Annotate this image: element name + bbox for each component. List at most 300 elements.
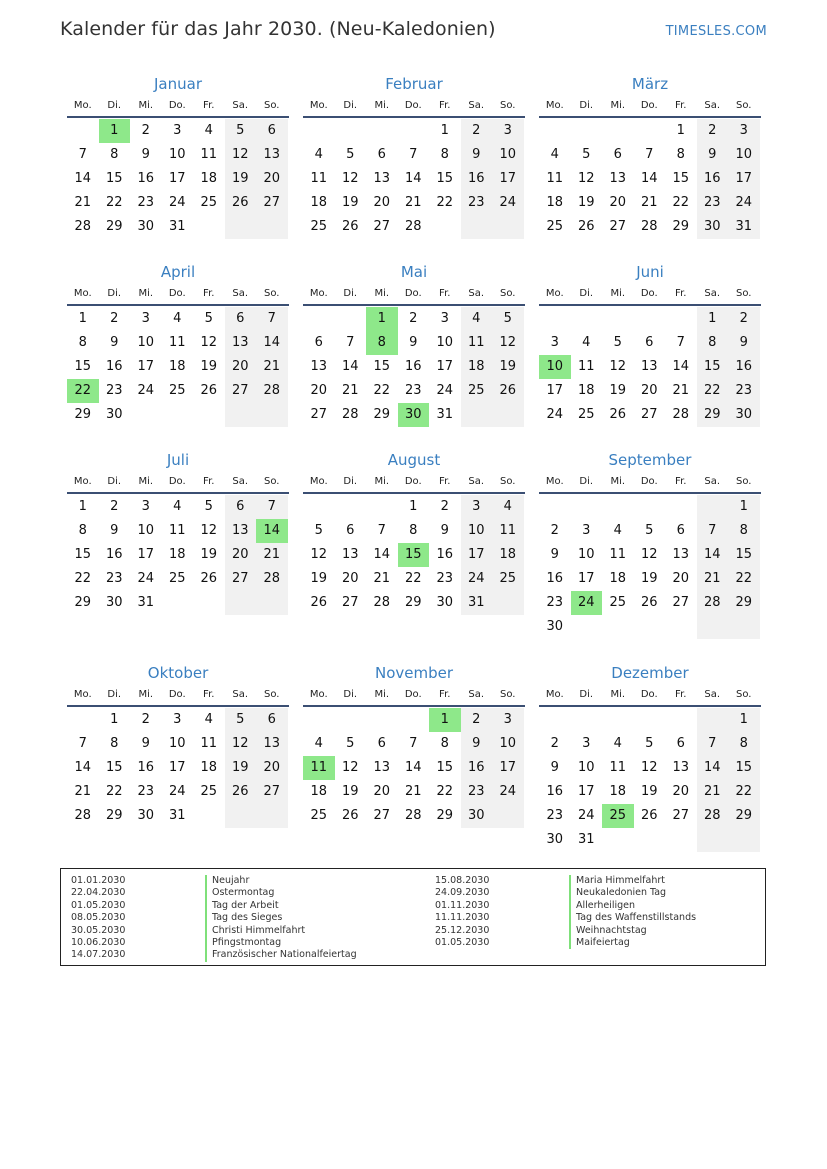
day-grid [67, 708, 289, 828]
weekday-label: Sa. [704, 689, 721, 700]
day-cell: 19 [341, 195, 359, 210]
day-cell: 15 [436, 171, 454, 186]
legend-row [71, 912, 357, 924]
day-cell: 12 [200, 523, 218, 538]
holiday-name: Pfingstmontag [205, 937, 281, 949]
weekday-label: Mi. [610, 288, 626, 299]
holiday-date: 10.06.2030 [71, 936, 126, 948]
day-cell: 17 [137, 547, 155, 562]
day-cell: 9 [141, 736, 150, 751]
day-cell: 19 [640, 571, 658, 586]
weekday-label: Mo. [545, 476, 564, 487]
day-cell: 21 [672, 383, 690, 398]
day-cell: 8 [697, 331, 729, 355]
weekday-label: Di. [107, 476, 122, 487]
day-cell: 16 [697, 167, 729, 191]
day-cell: 30 [105, 407, 123, 422]
empty-cell [571, 119, 603, 143]
day-cell: 9 [110, 335, 119, 350]
month-1 [67, 72, 289, 239]
legend-column-right [435, 875, 696, 949]
empty-cell [602, 307, 634, 331]
weekday-label: Fr. [675, 288, 687, 299]
day-grid [303, 307, 525, 427]
day-cell: 1 [78, 311, 87, 326]
day-cell: 17 [577, 784, 595, 799]
weekday-label: Di. [579, 288, 594, 299]
day-cell: 29 [105, 219, 123, 234]
day-cell: 16 [546, 784, 564, 799]
day-cell: 22 [672, 195, 690, 210]
empty-cell [665, 615, 697, 639]
holiday-day: 1 [429, 708, 461, 732]
month-12 [539, 661, 761, 852]
day-cell: 12 [492, 331, 524, 355]
holiday-day: 22 [67, 379, 99, 403]
day-cell: 6 [377, 147, 386, 162]
weekday-label: Mo. [545, 100, 564, 111]
day-cell: 26 [200, 383, 218, 398]
day-cell: 28 [697, 591, 729, 615]
day-cell: 18 [200, 171, 218, 186]
day-cell: 3 [492, 119, 524, 143]
day-cell: 14 [373, 547, 391, 562]
day-cell: 24 [168, 195, 186, 210]
day-cell: 3 [173, 712, 182, 727]
day-cell: 17 [577, 571, 595, 586]
empty-cell [634, 307, 666, 331]
empty-cell [461, 403, 493, 427]
day-cell: 20 [310, 383, 328, 398]
day-cell: 21 [697, 780, 729, 804]
weekday-header [303, 284, 525, 306]
month-name: September [608, 451, 692, 469]
legend-row [435, 925, 696, 937]
day-cell: 25 [310, 219, 328, 234]
day-cell: 15 [672, 171, 690, 186]
day-cell: 10 [492, 143, 524, 167]
day-cell: 15 [728, 756, 760, 780]
weekday-label: Mo. [73, 689, 92, 700]
day-cell: 23 [546, 808, 564, 823]
empty-cell [398, 119, 430, 143]
holiday-date: 08.05.2030 [71, 912, 126, 924]
day-cell: 4 [461, 307, 493, 331]
weekday-header [303, 96, 525, 118]
weekday-label: So. [500, 288, 516, 299]
empty-cell [303, 708, 335, 732]
day-cell: 14 [74, 760, 92, 775]
day-cell: 12 [577, 171, 595, 186]
day-cell: 26 [492, 379, 524, 403]
month-name: April [160, 263, 196, 281]
day-cell: 17 [728, 167, 760, 191]
empty-cell [665, 495, 697, 519]
day-cell: 21 [404, 195, 422, 210]
day-cell: 14 [256, 331, 288, 355]
day-cell: 5 [613, 335, 622, 350]
weekday-label: Sa. [468, 476, 485, 487]
empty-cell [492, 215, 524, 239]
day-cell: 29 [436, 808, 454, 823]
day-cell: 17 [546, 383, 564, 398]
day-cell: 27 [373, 219, 391, 234]
day-cell: 11 [200, 736, 218, 751]
weekday-label: Mi. [138, 100, 154, 111]
day-cell: 20 [609, 195, 627, 210]
day-cell: 4 [613, 736, 622, 751]
day-cell: 8 [78, 335, 87, 350]
empty-cell [634, 495, 666, 519]
day-cell: 23 [461, 780, 493, 804]
day-cell: 14 [74, 171, 92, 186]
day-cell: 4 [204, 712, 213, 727]
day-cell: 29 [728, 591, 760, 615]
day-cell: 28 [74, 808, 92, 823]
month-2 [303, 72, 525, 239]
empty-cell [303, 119, 335, 143]
day-cell: 5 [582, 147, 591, 162]
day-cell: 4 [492, 495, 524, 519]
day-cell: 6 [225, 495, 257, 519]
day-cell: 9 [461, 143, 493, 167]
day-cell: 29 [105, 808, 123, 823]
site-brand[interactable]: TIMESLES.COM [665, 24, 767, 39]
day-cell: 24 [137, 571, 155, 586]
weekday-label: Mi. [610, 476, 626, 487]
day-cell: 30 [137, 219, 155, 234]
empty-cell [193, 591, 225, 615]
day-cell: 17 [168, 171, 186, 186]
day-cell: 23 [461, 191, 493, 215]
day-cell: 23 [546, 595, 564, 610]
empty-cell [193, 804, 225, 828]
day-cell: 14 [697, 543, 729, 567]
empty-cell [571, 307, 603, 331]
day-cell: 2 [110, 499, 119, 514]
weekday-label: Fr. [675, 476, 687, 487]
day-cell: 4 [582, 335, 591, 350]
legend-row [435, 900, 696, 912]
day-cell: 5 [645, 736, 654, 751]
weekday-label: Fr. [439, 100, 451, 111]
day-cell: 22 [728, 780, 760, 804]
holiday-name: Weihnachtstag [569, 925, 647, 937]
day-cell: 6 [613, 147, 622, 162]
day-cell: 3 [728, 119, 760, 143]
holiday-date: 25.12.2030 [435, 924, 490, 936]
day-cell: 22 [404, 571, 422, 586]
day-cell: 12 [640, 547, 658, 562]
day-cell: 24 [492, 191, 524, 215]
day-cell: 29 [697, 403, 729, 427]
holiday-day: 24 [571, 591, 603, 615]
day-cell: 31 [461, 591, 493, 615]
day-cell: 3 [173, 123, 182, 138]
empty-cell [602, 495, 634, 519]
day-cell: 16 [105, 359, 123, 374]
weekday-label: Do. [640, 476, 658, 487]
empty-cell [193, 215, 225, 239]
empty-cell [225, 215, 257, 239]
day-cell: 15 [436, 760, 454, 775]
day-cell: 23 [105, 571, 123, 586]
day-grid [303, 119, 525, 239]
day-cell: 18 [492, 543, 524, 567]
empty-cell [539, 708, 571, 732]
day-cell: 22 [74, 571, 92, 586]
day-cell: 6 [256, 708, 288, 732]
day-cell: 16 [137, 760, 155, 775]
day-cell: 7 [78, 736, 87, 751]
day-cell: 11 [461, 331, 493, 355]
holiday-date: 30.05.2030 [71, 924, 126, 936]
weekday-label: Sa. [468, 689, 485, 700]
day-cell: 2 [409, 311, 418, 326]
weekday-label: Fr. [203, 288, 215, 299]
empty-cell [303, 495, 335, 519]
day-cell: 31 [436, 407, 454, 422]
day-cell: 6 [377, 736, 386, 751]
month-10 [67, 661, 289, 828]
day-cell: 25 [200, 784, 218, 799]
day-cell: 15 [105, 760, 123, 775]
day-cell: 27 [373, 808, 391, 823]
empty-cell [634, 828, 666, 852]
day-grid [303, 708, 525, 828]
day-cell: 5 [204, 311, 213, 326]
day-cell: 7 [78, 147, 87, 162]
holiday-legend [60, 868, 766, 966]
day-cell: 22 [436, 195, 454, 210]
weekday-label: Sa. [232, 476, 249, 487]
day-cell: 21 [640, 195, 658, 210]
holiday-day: 8 [366, 331, 398, 355]
day-cell: 1 [728, 708, 760, 732]
day-cell: 9 [409, 335, 418, 350]
day-cell: 16 [461, 167, 493, 191]
day-cell: 8 [78, 523, 87, 538]
day-cell: 12 [341, 760, 359, 775]
day-grid [67, 119, 289, 239]
day-cell: 16 [728, 355, 760, 379]
day-cell: 4 [173, 499, 182, 514]
day-cell: 26 [609, 407, 627, 422]
month-name: Januar [154, 75, 202, 93]
legend-column-left [71, 875, 357, 962]
empty-cell [335, 708, 367, 732]
weekday-label: Di. [343, 100, 358, 111]
day-cell: 27 [225, 567, 257, 591]
day-cell: 17 [492, 167, 524, 191]
weekday-label: Mi. [374, 288, 390, 299]
day-grid [539, 708, 761, 852]
weekday-label: Sa. [704, 100, 721, 111]
day-cell: 2 [697, 119, 729, 143]
day-cell: 18 [200, 760, 218, 775]
day-cell: 27 [609, 219, 627, 234]
day-cell: 10 [137, 523, 155, 538]
day-cell: 25 [200, 195, 218, 210]
weekday-label: Fr. [203, 100, 215, 111]
day-cell: 9 [550, 760, 559, 775]
day-cell: 12 [341, 171, 359, 186]
day-cell: 9 [728, 331, 760, 355]
month-name: November [374, 664, 454, 682]
day-cell: 20 [672, 571, 690, 586]
empty-cell [492, 591, 524, 615]
empty-cell [130, 403, 162, 427]
day-cell: 22 [105, 784, 123, 799]
empty-cell [571, 495, 603, 519]
day-cell: 6 [314, 335, 323, 350]
weekday-label: Di. [579, 100, 594, 111]
holiday-day: 25 [602, 804, 634, 828]
day-cell: 9 [461, 732, 493, 756]
day-cell: 5 [645, 523, 654, 538]
holiday-day: 30 [398, 403, 430, 427]
day-cell: 8 [409, 523, 418, 538]
day-cell: 3 [582, 736, 591, 751]
day-cell: 30 [461, 804, 493, 828]
day-cell: 14 [341, 359, 359, 374]
weekday-label: Di. [343, 476, 358, 487]
day-cell: 11 [492, 519, 524, 543]
holiday-day: 15 [398, 543, 430, 567]
day-cell: 2 [141, 712, 150, 727]
month-3 [539, 72, 761, 239]
day-cell: 25 [609, 595, 627, 610]
holiday-day: 1 [366, 307, 398, 331]
weekday-label: Do. [640, 689, 658, 700]
holiday-name: Tag des Waffenstillstands [569, 912, 696, 924]
day-cell: 8 [440, 147, 449, 162]
day-cell: 8 [728, 732, 760, 756]
day-cell: 19 [341, 784, 359, 799]
day-cell: 7 [377, 523, 386, 538]
day-cell: 15 [728, 543, 760, 567]
day-cell: 21 [404, 784, 422, 799]
day-cell: 10 [137, 335, 155, 350]
day-cell: 14 [404, 760, 422, 775]
month-7 [67, 448, 289, 615]
weekday-label: Mi. [610, 100, 626, 111]
day-cell: 24 [546, 407, 564, 422]
day-cell: 2 [728, 307, 760, 331]
legend-row [71, 887, 357, 899]
legend-row [71, 875, 357, 887]
day-cell: 20 [256, 167, 288, 191]
day-cell: 5 [225, 119, 257, 143]
empty-cell [665, 307, 697, 331]
empty-cell [162, 591, 194, 615]
day-cell: 13 [373, 171, 391, 186]
weekday-label: Mo. [545, 689, 564, 700]
day-grid [67, 307, 289, 427]
month-6 [539, 260, 761, 427]
weekday-label: So. [500, 476, 516, 487]
day-cell: 27 [310, 407, 328, 422]
day-cell: 25 [546, 219, 564, 234]
day-cell: 13 [341, 547, 359, 562]
day-cell: 4 [314, 736, 323, 751]
day-cell: 10 [577, 547, 595, 562]
holiday-name: Allerheiligen [569, 900, 635, 912]
empty-cell [461, 215, 493, 239]
day-cell: 12 [225, 732, 257, 756]
day-cell: 19 [200, 547, 218, 562]
empty-cell [697, 708, 729, 732]
weekday-label: Sa. [232, 689, 249, 700]
day-cell: 7 [645, 147, 654, 162]
weekday-label: Sa. [704, 476, 721, 487]
day-cell: 12 [200, 335, 218, 350]
weekday-label: Sa. [232, 288, 249, 299]
holiday-name: Neujahr [205, 875, 249, 887]
weekday-label: Mi. [374, 689, 390, 700]
day-cell: 31 [577, 832, 595, 847]
legend-row [435, 937, 696, 949]
day-cell: 11 [168, 523, 186, 538]
day-cell: 28 [256, 567, 288, 591]
empty-cell [697, 828, 729, 852]
day-cell: 11 [200, 147, 218, 162]
day-cell: 23 [436, 571, 454, 586]
day-cell: 29 [404, 595, 422, 610]
day-cell: 31 [728, 215, 760, 239]
weekday-header [539, 472, 761, 494]
day-cell: 11 [310, 171, 328, 186]
day-cell: 20 [225, 543, 257, 567]
day-cell: 27 [672, 595, 690, 610]
day-cell: 18 [609, 571, 627, 586]
weekday-label: So. [500, 100, 516, 111]
empty-cell [225, 403, 257, 427]
day-cell: 8 [440, 736, 449, 751]
day-cell: 20 [640, 383, 658, 398]
weekday-label: Mo. [73, 100, 92, 111]
day-cell: 10 [168, 736, 186, 751]
day-cell: 6 [676, 523, 685, 538]
weekday-label: So. [264, 689, 280, 700]
empty-cell [366, 495, 398, 519]
holiday-date: 22.04.2030 [71, 887, 126, 899]
day-cell: 7 [409, 147, 418, 162]
day-cell: 24 [436, 383, 454, 398]
day-cell: 1 [728, 495, 760, 519]
weekday-label: Do. [168, 100, 186, 111]
day-cell: 26 [640, 595, 658, 610]
day-cell: 1 [78, 499, 87, 514]
day-cell: 13 [640, 359, 658, 374]
day-cell: 24 [168, 784, 186, 799]
month-5 [303, 260, 525, 427]
weekday-label: Mi. [374, 476, 390, 487]
empty-cell [366, 119, 398, 143]
weekday-label: Di. [107, 288, 122, 299]
day-cell: 2 [461, 708, 493, 732]
day-cell: 11 [546, 171, 564, 186]
day-cell: 30 [546, 832, 564, 847]
day-cell: 13 [256, 732, 288, 756]
day-cell: 20 [341, 571, 359, 586]
day-cell: 19 [225, 756, 257, 780]
day-cell: 1 [676, 123, 685, 138]
day-cell: 11 [609, 760, 627, 775]
day-cell: 6 [346, 523, 355, 538]
empty-cell [634, 708, 666, 732]
day-cell: 10 [728, 143, 760, 167]
